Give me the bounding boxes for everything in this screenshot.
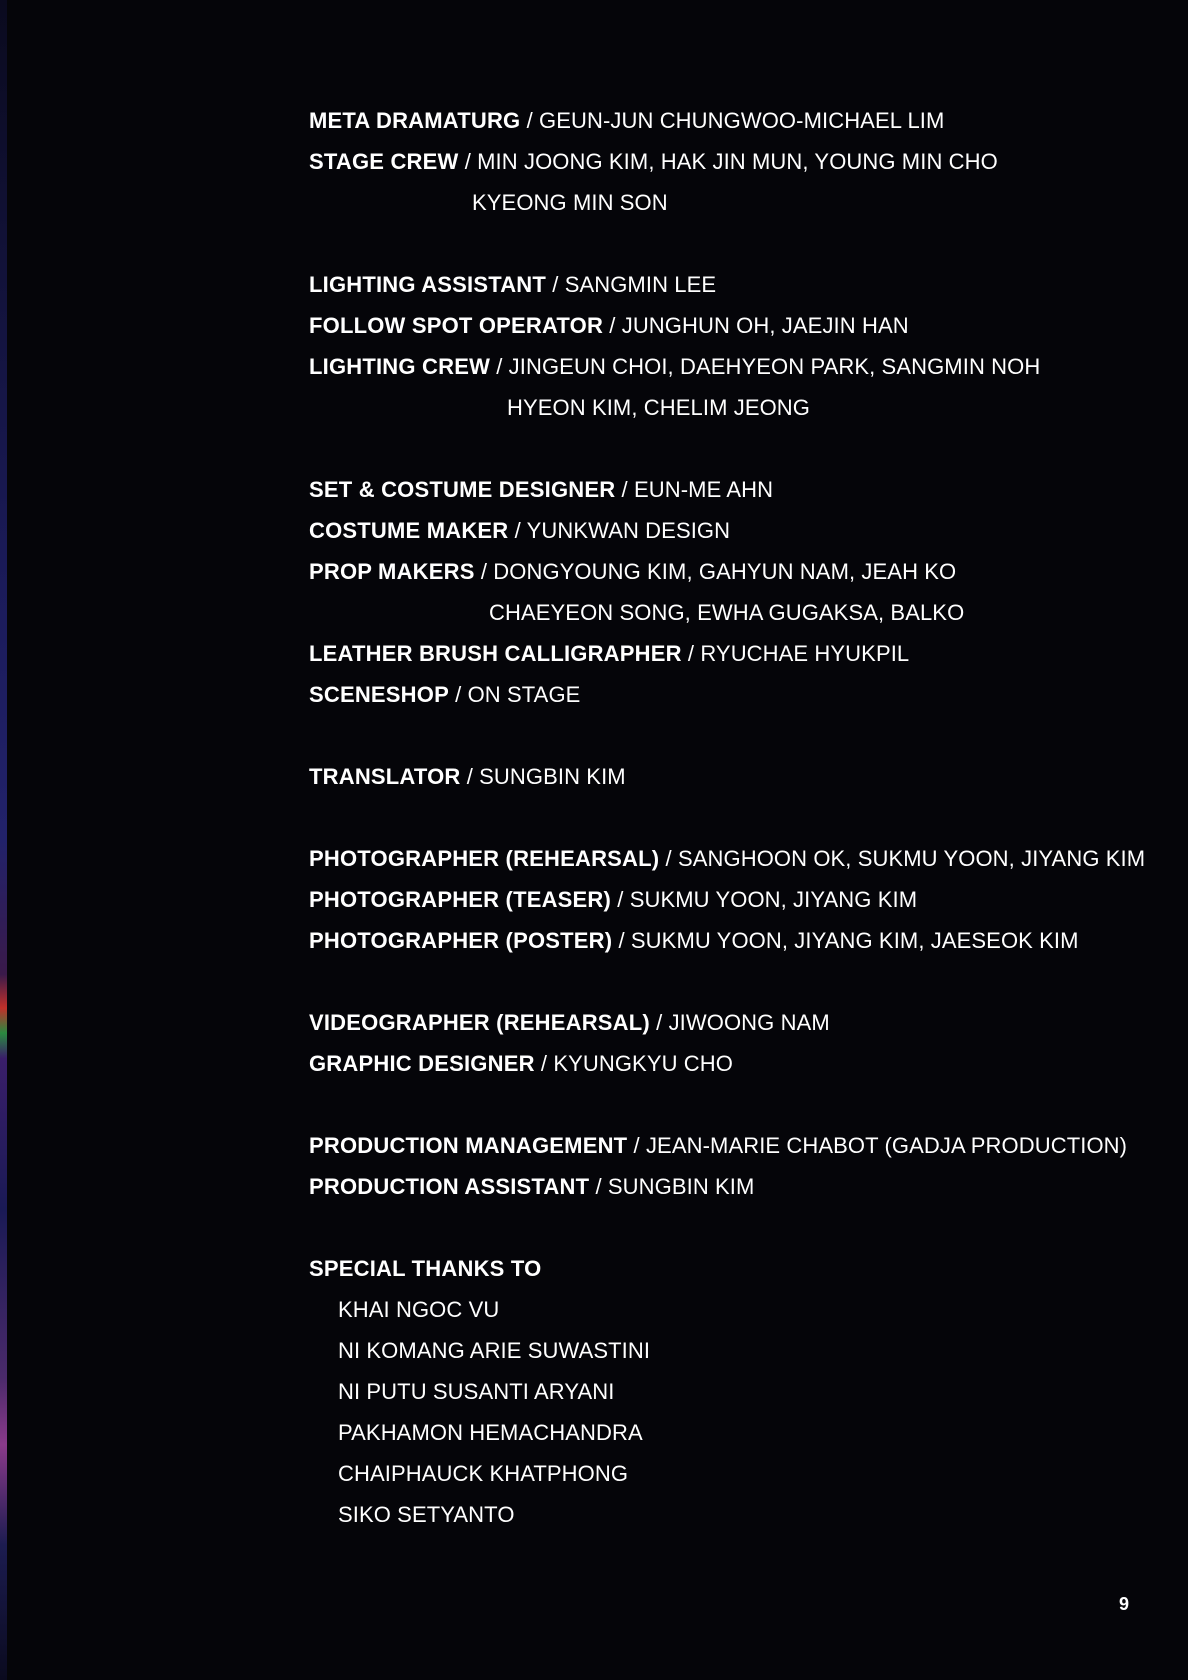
credit-separator: / xyxy=(649,1010,669,1035)
thanks-name: NI PUTU SUSANTI ARYANI xyxy=(338,1379,615,1404)
credit-names: JINGEUN CHOI, DAEHYEON PARK, SANGMIN NOH xyxy=(508,354,1041,379)
special-thanks-item xyxy=(309,1289,1159,1330)
credit-separator: / xyxy=(458,149,478,174)
left-edge-image-strip xyxy=(0,0,7,1680)
credit-names: JIWOONG NAM xyxy=(668,1010,830,1035)
credit-role: SCENESHOP xyxy=(309,682,449,707)
credit-names: DONGYOUNG KIM, GAHYUN NAM, JEAH KO xyxy=(493,559,957,584)
credit-lighting-assistant xyxy=(309,264,1159,305)
credit-names: SANGMIN LEE xyxy=(564,272,717,297)
credit-meta-dramaturg xyxy=(309,100,1159,141)
credit-separator: / xyxy=(546,272,565,297)
credit-role: PHOTOGRAPHER (POSTER) xyxy=(309,928,613,953)
credit-names: EUN-ME AHN xyxy=(633,477,774,502)
credit-role: GRAPHIC DESIGNER xyxy=(309,1051,535,1076)
credit-names: SUNGBIN KIM xyxy=(607,1174,755,1199)
credit-separator: / xyxy=(612,928,631,953)
credit-role: SET & COSTUME DESIGNER xyxy=(309,477,616,502)
credit-costume-maker xyxy=(309,510,1159,551)
special-thanks-item xyxy=(309,1494,1159,1535)
credit-continuation xyxy=(309,592,1159,633)
section-gap xyxy=(309,428,1159,469)
special-thanks-item xyxy=(309,1412,1159,1453)
section-gap xyxy=(309,797,1159,838)
special-thanks-item xyxy=(309,1453,1159,1494)
credit-videographer-rehearsal xyxy=(309,1002,1159,1043)
special-thanks-item xyxy=(309,1330,1159,1371)
credit-separator: / xyxy=(520,108,540,133)
credit-continuation xyxy=(309,387,1159,428)
section-gap xyxy=(309,1084,1159,1125)
section-gap xyxy=(309,961,1159,1002)
credit-set-costume-designer xyxy=(309,469,1159,510)
section-gap xyxy=(309,1207,1159,1248)
credit-names: SANGHOON OK, SUKMU YOON, JIYANG KIM xyxy=(677,846,1146,871)
credit-names: SUKMU YOON, JIYANG KIM xyxy=(629,887,918,912)
credit-stage-crew xyxy=(309,141,1159,182)
credit-names: ON STAGE xyxy=(467,682,581,707)
credit-role: VIDEOGRAPHER (REHEARSAL) xyxy=(309,1010,650,1035)
credit-separator: / xyxy=(490,354,509,379)
credits-list xyxy=(309,100,1159,1535)
credit-separator: / xyxy=(508,518,527,543)
credit-graphic-designer xyxy=(309,1043,1159,1084)
credit-prop-makers xyxy=(309,551,1159,592)
credit-role: LIGHTING CREW xyxy=(309,354,491,379)
credit-separator: / xyxy=(603,313,622,338)
credit-sceneshop xyxy=(309,674,1159,715)
credit-names: CHAEYEON SONG, EWHA GUGAKSA, BALKO xyxy=(489,600,965,625)
credit-separator: / xyxy=(615,477,634,502)
credit-role: FOLLOW SPOT OPERATOR xyxy=(309,313,604,338)
credit-role: COSTUME MAKER xyxy=(309,518,509,543)
credit-role: META DRAMATURG xyxy=(309,108,521,133)
credit-production-assistant xyxy=(309,1166,1159,1207)
special-thanks-title: SPECIAL THANKS TO xyxy=(309,1256,542,1281)
credit-separator: / xyxy=(448,682,468,707)
credit-role: PHOTOGRAPHER (REHEARSAL) xyxy=(309,846,660,871)
thanks-name: CHAIPHAUCK KHATPHONG xyxy=(338,1461,629,1486)
credit-continuation xyxy=(309,182,1159,223)
credit-role: PRODUCTION ASSISTANT xyxy=(309,1174,590,1199)
credit-separator: / xyxy=(627,1133,646,1158)
credit-photographer-teaser xyxy=(309,879,1159,920)
credit-role: PROP MAKERS xyxy=(309,559,475,584)
thanks-name: NI KOMANG ARIE SUWASTINI xyxy=(338,1338,651,1363)
credit-names: SUKMU YOON, JIYANG KIM, JAESEOK KIM xyxy=(630,928,1079,953)
credit-translator xyxy=(309,756,1159,797)
credit-names: YUNKWAN DESIGN xyxy=(526,518,731,543)
credit-separator: / xyxy=(659,846,678,871)
credit-names: GEUN-JUN CHUNGWOO-MICHAEL LIM xyxy=(539,108,945,133)
credit-separator: / xyxy=(534,1051,554,1076)
credit-separator: / xyxy=(474,559,494,584)
thanks-name: PAKHAMON HEMACHANDRA xyxy=(338,1420,643,1445)
credit-follow-spot-operator xyxy=(309,305,1159,346)
thanks-name: KHAI NGOC VU xyxy=(338,1297,500,1322)
credit-names: JEAN-MARIE CHABOT (GADJA PRODUCTION) xyxy=(645,1133,1128,1158)
credit-photographer-poster xyxy=(309,920,1159,961)
credit-role: STAGE CREW xyxy=(309,149,459,174)
credit-separator: / xyxy=(681,641,701,666)
credit-names: RYUCHAE HYUKPIL xyxy=(700,641,910,666)
credit-separator: / xyxy=(589,1174,608,1199)
special-thanks-heading xyxy=(309,1248,1159,1289)
credit-names: KYEONG MIN SON xyxy=(472,190,668,215)
credit-leather-brush-calligrapher xyxy=(309,633,1159,674)
credit-names: SUNGBIN KIM xyxy=(479,764,626,789)
credit-photographer-rehearsal xyxy=(309,838,1159,879)
credit-separator: / xyxy=(611,887,630,912)
section-gap xyxy=(309,223,1159,264)
credit-production-management xyxy=(309,1125,1159,1166)
credit-lighting-crew xyxy=(309,346,1159,387)
credit-role: LEATHER BRUSH CALLIGRAPHER xyxy=(309,641,682,666)
page-number: 9 xyxy=(1118,1594,1129,1614)
credit-role: TRANSLATOR xyxy=(309,764,461,789)
credit-names: JUNGHUN OH, JAEJIN HAN xyxy=(621,313,909,338)
special-thanks-item xyxy=(309,1371,1159,1412)
credit-role: PHOTOGRAPHER (TEASER) xyxy=(309,887,612,912)
credit-role: PRODUCTION MANAGEMENT xyxy=(309,1133,628,1158)
credit-names: MIN JOONG KIM, HAK JIN MUN, YOUNG MIN CHO xyxy=(477,149,998,174)
section-gap xyxy=(309,715,1159,756)
credit-names: KYUNGKYU CHO xyxy=(553,1051,733,1076)
thanks-name: SIKO SETYANTO xyxy=(338,1502,515,1527)
credit-names: HYEON KIM, CHELIM JEONG xyxy=(507,395,811,420)
credit-separator: / xyxy=(460,764,480,789)
credit-role: LIGHTING ASSISTANT xyxy=(309,272,547,297)
